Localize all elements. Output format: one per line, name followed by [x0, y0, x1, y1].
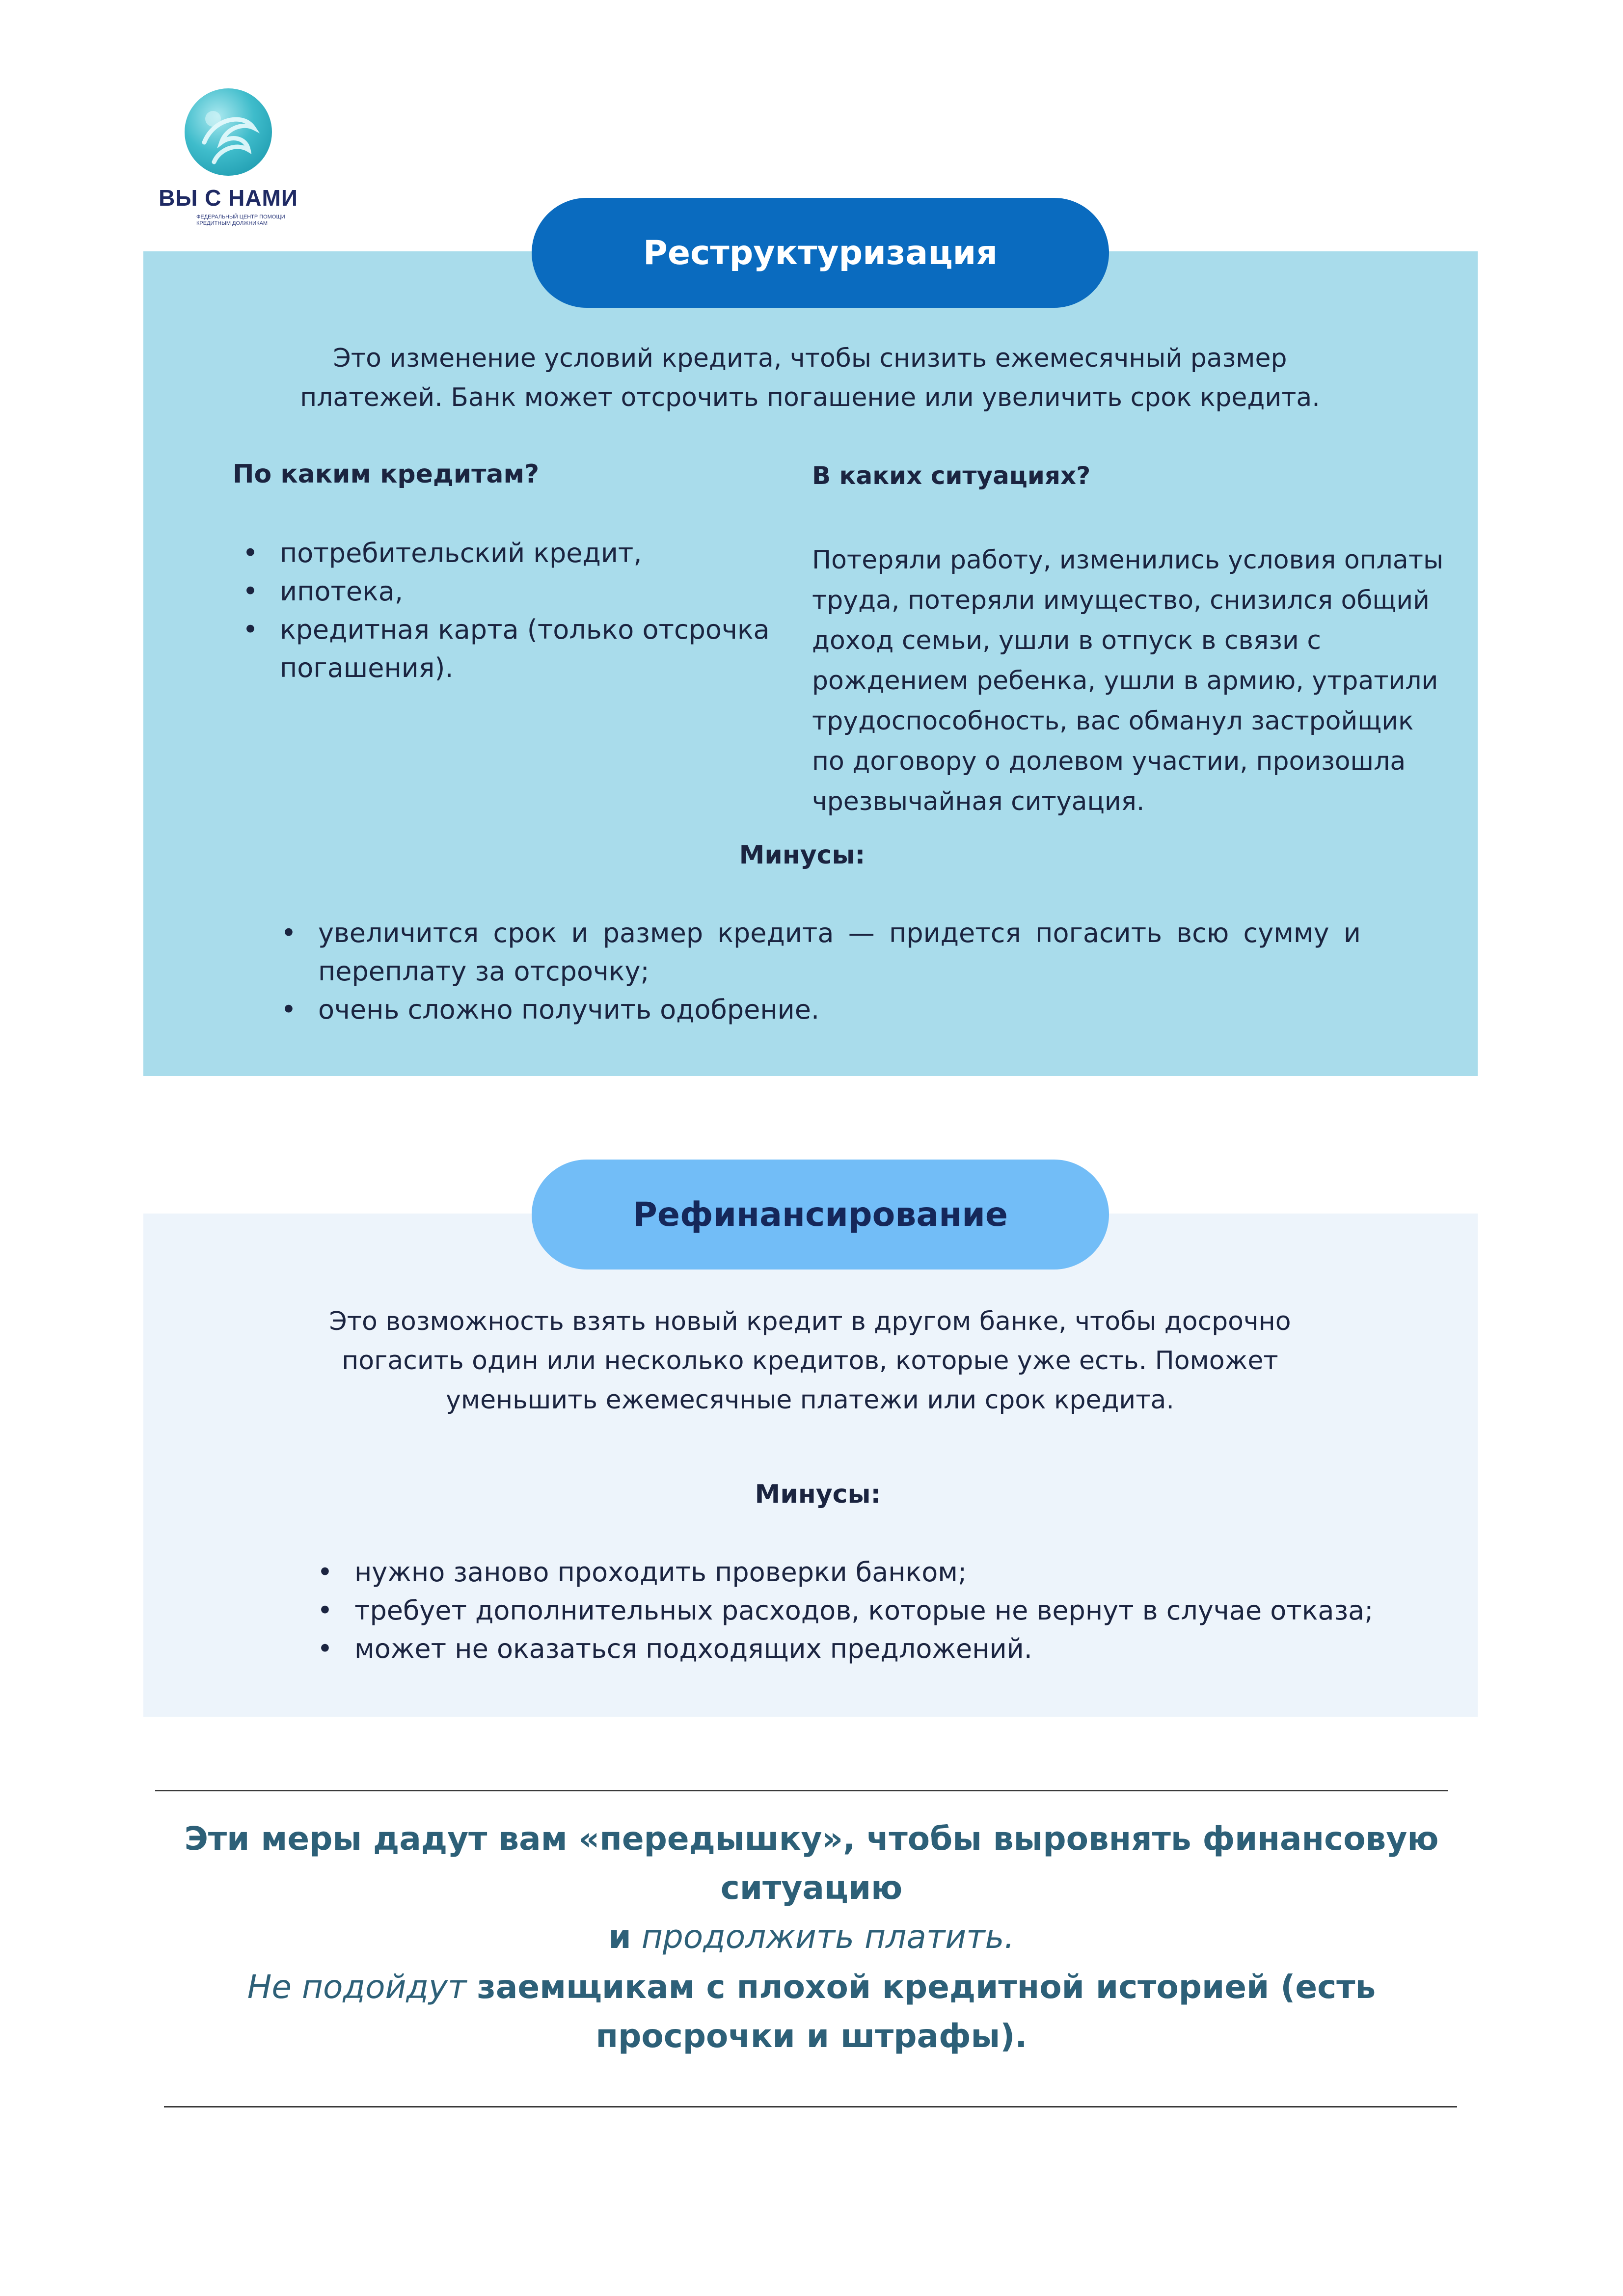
restructuring-intro: Это изменение условий кредита, чтобы снизить ежемесячный размер платежей. Банк может отсрочить погашение или увеличить срок кредита. [300, 344, 1320, 412]
list-item: • может не оказаться подходящих предложений. [307, 1630, 1407, 1668]
logo-title: ВЫ С НАМИ [159, 185, 298, 211]
logo [147, 88, 309, 250]
closing-italic-text: продолжить платить. [641, 1918, 1015, 1956]
closing-note-1 [147, 1814, 1476, 1962]
refinancing-title: Рефинансирование [532, 1160, 1109, 1270]
divider-bottom [164, 2106, 1457, 2107]
closing-bold-text: заемщикам с плохой кредитной историей (есть просрочки и штрафы). [477, 1968, 1376, 2055]
situations-text: Потеряли работу, изменились условия оплаты труда, потеряли имущество, снизился общий доход семьи, ушли в отпуск в связи с рождением ребенка, ушли в армию, утратили трудоспособность, вас обманул застройщик по договору о долевом участии, произошла чрезвычайная ситуация. [812, 545, 1444, 816]
refinancing-intro: Это возможность взять новый кредит в другом банке, чтобы досрочно погасить один или несколько кредитов, которые уже есть. Поможет уменьшить ежемесячные платежи или срок кредита. [329, 1307, 1291, 1415]
list-item: • кредитная карта (только отсрочка погашения). [233, 611, 787, 687]
logo-subtitle: ФЕДЕРАЛЬНЫЙ ЦЕНТР ПОМОЩИ КРЕДИТНЫМ ДОЛЖНИКАМ [196, 214, 285, 226]
refinancing-minus-heading: Минусы: [755, 1480, 881, 1509]
credits-heading: По каким кредитам? [233, 459, 540, 489]
closing-italic-text: Не подойдут [247, 1968, 467, 2006]
logo-swirl-icon [185, 88, 272, 176]
closing-bold-text: Эти меры дадут вам «передышку», чтобы выровнять финансовую ситуацию [184, 1820, 1439, 1907]
restructuring-minus-list [271, 914, 1361, 1029]
restructuring-minus-heading: Минусы: [739, 840, 866, 870]
list-item: • увеличится срок и размер кредита — придется погасить всю сумму и переплату за отсрочку; [271, 914, 1361, 991]
divider-top [155, 1790, 1448, 1791]
refinancing-minus-list [307, 1553, 1407, 1668]
list-item: • ипотека, [233, 572, 787, 611]
list-item: • нужно заново проходить проверки банком; [307, 1553, 1407, 1592]
credits-list [233, 534, 787, 687]
list-item: • потребительский кредит, [233, 534, 787, 572]
closing-conjunction: и [608, 1918, 631, 1956]
situations-heading: В каких ситуациях? [812, 461, 1091, 490]
list-item: • требует дополнительных расходов, которые не вернут в случае отказа; [307, 1592, 1407, 1630]
closing-note-2 [147, 1963, 1476, 2061]
list-item: • очень сложно получить одобрение. [271, 991, 1361, 1029]
restructuring-title: Реструктуризация [532, 198, 1109, 308]
